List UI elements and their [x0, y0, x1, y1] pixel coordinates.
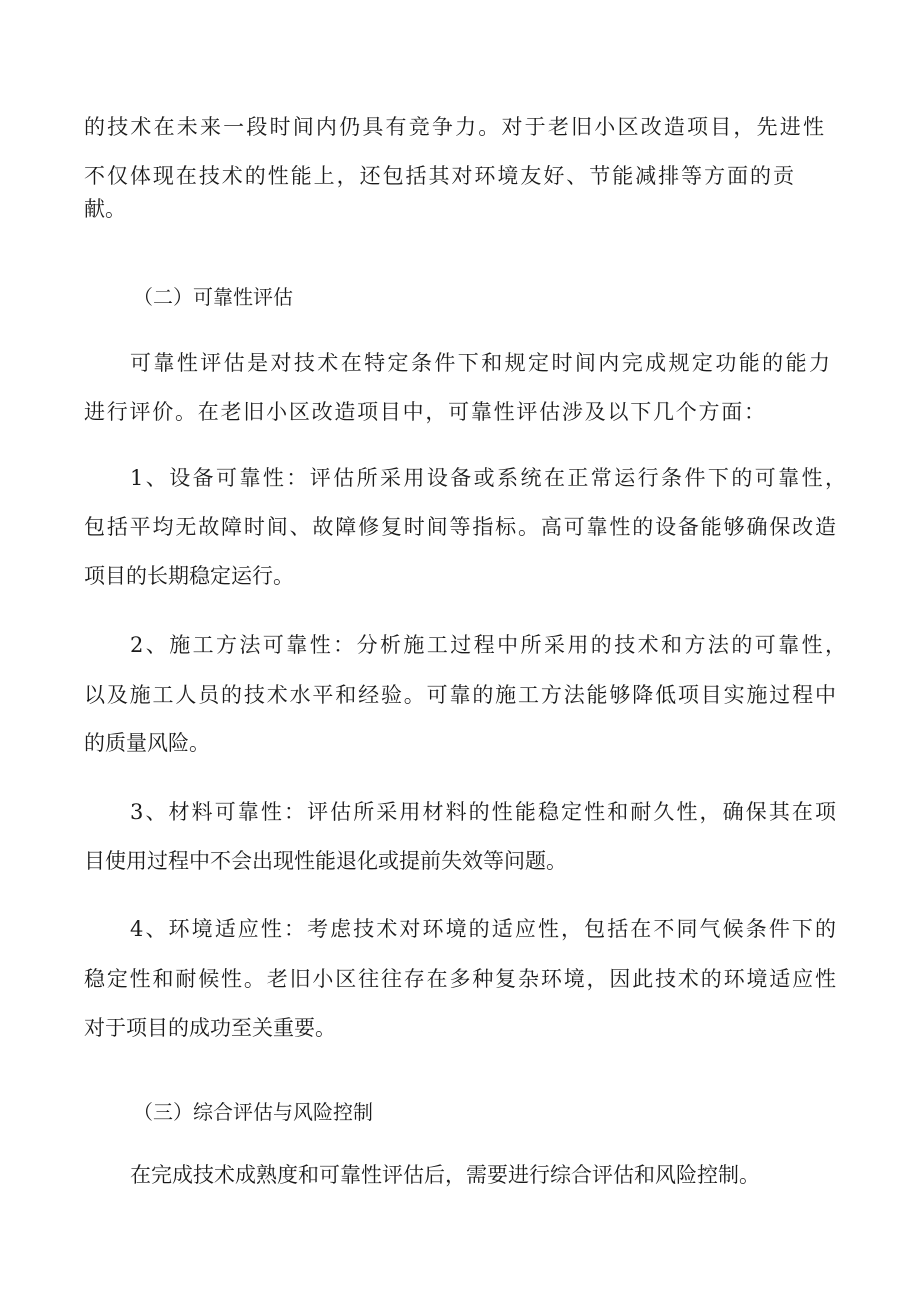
section-heading: （三）综合评估与风险控制 — [133, 1100, 373, 1124]
paragraph-line: 项目的长期稳定运行。 — [84, 564, 294, 588]
list-item-line: 4、环境适应性：考虑技术对环境的适应性，包括在不同气候条件下的 — [130, 917, 839, 941]
paragraph-line: 的质量风险。 — [84, 731, 210, 755]
paragraph-line: 对于项目的成功至关重要。 — [84, 1016, 336, 1040]
paragraph-line: 以及施工人员的技术水平和经验。可靠的施工方法能够降低项目实施过程中 — [84, 683, 838, 707]
paragraph-line: 在完成技术成熟度和可靠性评估后，需要进行综合评估和风险控制。 — [130, 1163, 760, 1187]
list-item-line: 2、施工方法可靠性：分析施工过程中所采用的技术和方法的可靠性， — [130, 633, 849, 657]
paragraph-line: 可靠性评估是对技术在特定条件下和规定时间内完成规定功能的能力 — [130, 351, 833, 375]
paragraph-line: 目使用过程中不会出现性能退化或提前失效等问题。 — [84, 849, 567, 873]
list-item-line: 1、设备可靠性：评估所采用设备或系统在正常运行条件下的可靠性， — [130, 466, 849, 490]
paragraph-line: 稳定性和耐候性。老旧小区往往存在多种复杂环境，因此技术的环境适应性 — [84, 967, 838, 991]
paragraph-line: 的技术在未来一段时间内仍具有竞争力。对于老旧小区改造项目，先进性 — [84, 115, 827, 139]
paragraph-line: 不仅体现在技术的性能上，还包括其对环境友好、节能减排等方面的贡 — [84, 164, 796, 188]
paragraph-line: 献。 — [84, 197, 126, 221]
paragraph-line: 进行评价。在老旧小区改造项目中，可靠性评估涉及以下几个方面： — [84, 400, 767, 424]
section-heading: （二）可靠性评估 — [133, 285, 293, 309]
list-item-line: 3、材料可靠性：评估所采用材料的性能稳定性和耐久性，确保其在项 — [130, 800, 839, 824]
paragraph-line: 包括平均无故障时间、故障修复时间等指标。高可靠性的设备能够确保改造 — [84, 515, 838, 539]
